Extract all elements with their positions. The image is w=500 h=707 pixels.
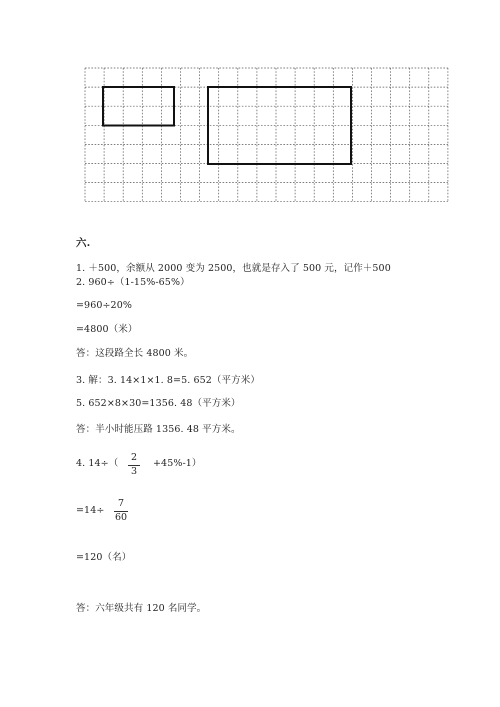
section-heading: 六. <box>76 237 91 249</box>
answer-line-4: =4800（米） <box>76 324 138 335</box>
answer-line-11: =120（名） <box>76 552 132 563</box>
answer-line-9-suffix: +45%-1） <box>153 458 202 469</box>
dashed-grid <box>85 68 448 202</box>
answer-line-10-prefix: =14÷ <box>76 505 105 516</box>
fraction-1-denominator: 3 <box>130 466 138 477</box>
answer-line-1: 1. ＋500，余额从 2000 变为 2500，也就是存入了 500 元，记作＋500 <box>76 263 391 274</box>
answer-line-8: 答：半小时能压路 1356. 48 平方米。 <box>76 424 241 435</box>
fraction-1-numerator: 2 <box>130 452 138 463</box>
answer-line-5: 答：这段路全长 4800 米。 <box>76 348 194 359</box>
answer-line-9-prefix: 4. 14÷（ <box>76 458 119 469</box>
answer-line-7: 5. 652×8×30=1356. 48（平方米） <box>76 398 241 409</box>
fraction-2-denominator: 60 <box>114 512 128 523</box>
fraction-2-numerator: 7 <box>117 498 125 509</box>
answer-line-6: 3. 解：3. 14×1×1. 8=5. 652（平方米） <box>76 375 260 386</box>
answer-line-3: =960÷20% <box>76 300 132 311</box>
answer-line-12: 答：六年级共有 120 名同学。 <box>76 603 207 614</box>
grid-diagram <box>0 0 500 220</box>
answer-line-2: 2. 960÷（1-15%-65%） <box>76 277 190 288</box>
